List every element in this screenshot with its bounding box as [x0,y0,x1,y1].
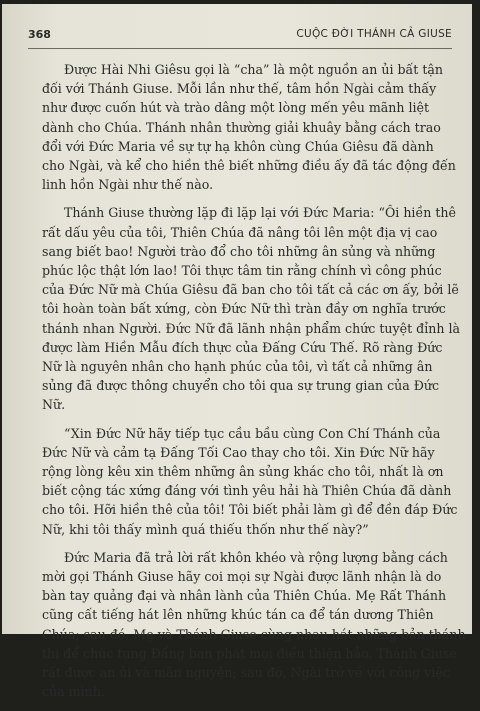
text-line: Nữ, khi tôi thấy mình quá thiếu thốn như thế này?” [42,521,369,537]
text-line: phúc lộc thật lớn lao! Tôi thực tâm tin rằng chính vì công phúc [42,263,442,279]
text-line: được làm Hiền Mẫu đích thực của Đấng Cứu Thế. Rõ ràng Đức [42,339,443,355]
text-line: sủng đã được thông chuyển cho tôi qua sự trung gian của Đức [42,378,440,394]
text-line: Nữ là nguyên nhân cho hạnh phúc của tôi, vì tất cả những ân [42,359,433,375]
text-line: mời gọi Thánh Giuse hãy coi mọi sự Ngài được lãnh nhận là do [42,569,442,585]
paragraph-4 [42,548,466,702]
text-line: rất được an ủi và mãn nguyện; sau đó, Ngài trở về với công việc [42,665,450,681]
text-line: cũng cất tiếng hát lên những khúc tán ca để tán dương Thiên [42,607,434,623]
text-line: Đức Nữ và cảm tạ Đấng Tối Cao thay cho tôi. Xin Đức Nữ hãy [42,444,435,460]
text-line: sang biết bao! Người trào đổ cho tôi những ân sủng và những [42,243,436,259]
paragraph-2 [42,203,461,414]
paragraph-3 [42,424,458,539]
text-line: Nữ. [42,397,66,413]
page-number: 368 [28,28,51,41]
book-page [2,4,472,700]
text-line: thi để chúc tụng Đấng ban phát mọi điều thiện hảo. Thánh Giuse [42,645,457,661]
text-line: dành cho Chúa. Thánh nhân thường giải khuây bằng cách trao [42,119,441,135]
text-line: đổi với Đức Maria về sự tự hạ khôn cùng Chúa Giêsu đã dành [42,138,434,154]
text-line: thánh nhan Người. Đức Nữ đã lãnh nhận phẩm chức tuyệt đỉnh là [42,320,461,336]
text-line: Thánh Giuse thường lặp đi lặp lại với Đức Maria: “Ôi hiền thê [64,205,456,221]
text-line: “Xin Đức Nữ hãy tiếp tục cầu bầu cùng Con Chí Thánh của [64,425,441,441]
text-line: linh hồn Ngài như thế nào. [42,177,214,193]
text-line: cho Ngài, và kể cho hiền thê biết những điều ấy đã tác động đến [42,158,456,174]
running-title: CUỘC ĐỜI THÁNH CẢ GIUSE [296,28,452,40]
text-line: tôi hoàn toàn bất xứng, còn Đức Nữ thì tràn đầy ơn nghĩa trước [42,301,446,317]
paragraph-1 [42,60,454,194]
text-line: của Đức Nữ mà Chúa Giêsu đã ban cho tôi tất cả các ơn ấy, bởi lẽ [42,282,459,298]
text-line: như được cuốn hút và trào dâng một lòng mến yêu mãnh liệt [42,100,430,116]
text-line: bàn tay quảng đại và nhân lành của Thiên Chúa. Mẹ Rất Thánh [42,588,447,604]
text-line: biết cộng tác xứng đáng với tình yêu hải hà Thiên Chúa đã dành [42,483,452,499]
body-text [42,60,466,711]
text-line: rộng lòng kêu xin thêm những ân sủng khác cho tôi, nhất là ơn [42,464,444,480]
text-line: Đức Maria đã trả lời rất khôn khéo và rộng lượng bằng cách [64,549,448,565]
page-header [28,26,452,49]
text-line: Được Hài Nhi Giêsu gọi là “cha” là một nguồn an ủi bất tận [64,62,443,77]
text-line: rất dấu yêu của tôi, Thiên Chúa đã nâng tôi lên một địa vị cao [42,224,438,240]
text-line: đối với Thánh Giuse. Mỗi lần như thế, tâm hồn Ngài cảm thấy [42,81,437,97]
text-line: cho tôi. Hỡi hiền thê của tôi! Tôi biết phải làm gì để đền đáp Đức [42,502,458,518]
text-line: của mình. [42,684,105,700]
text-line: Chúa; sau đó, Mẹ và Thánh Giuse cùng nhau hát những bản thánh [42,626,466,642]
